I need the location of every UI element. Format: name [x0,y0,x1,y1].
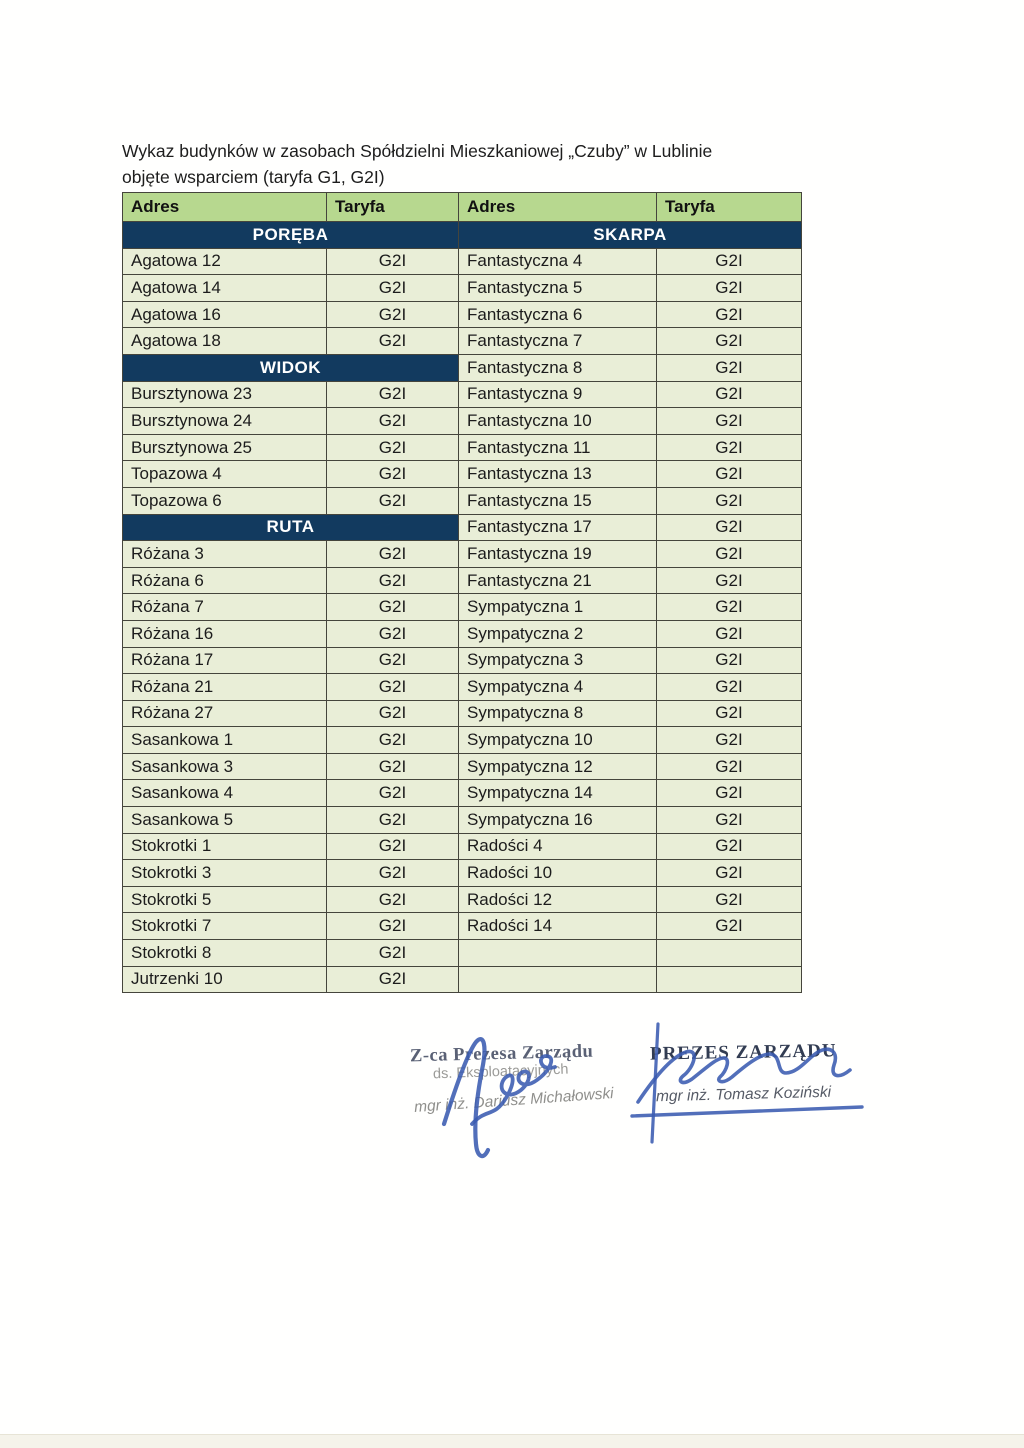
address-cell: Fantastyczna 10 [459,408,657,435]
table-row [123,541,802,568]
table-row [123,860,802,887]
address-cell: Radości 14 [459,913,657,940]
address-cell: Radości 10 [459,860,657,887]
table-row [123,222,802,249]
tariff-cell: G2I [327,753,459,780]
address-cell: Agatowa 18 [123,328,327,355]
address-cell: Radości 4 [459,833,657,860]
tariff-cell: G2I [657,328,802,355]
address-cell: Bursztynowa 23 [123,381,327,408]
tariff-cell: G2I [657,647,802,674]
tariff-cell: G2I [327,833,459,860]
table-row [123,408,802,435]
tariff-cell: G2I [327,461,459,488]
address-cell: Jutrzenki 10 [123,966,327,993]
address-cell: Sympatyczna 16 [459,807,657,834]
tariff-cell [657,940,802,967]
tariff-cell: G2I [657,753,802,780]
table-row [123,381,802,408]
address-cell: Fantastyczna 8 [459,354,657,381]
address-cell: Topazowa 6 [123,487,327,514]
address-cell: Sympatyczna 1 [459,594,657,621]
address-cell: Różana 7 [123,594,327,621]
tariff-cell: G2I [327,248,459,275]
tariff-cell: G2I [327,567,459,594]
address-cell: Stokrotki 1 [123,833,327,860]
address-cell: Różana 6 [123,567,327,594]
address-cell: Fantastyczna 11 [459,434,657,461]
table-row [123,700,802,727]
table-row [123,487,802,514]
address-cell: Agatowa 14 [123,275,327,302]
tariff-cell: G2I [657,913,802,940]
address-cell: Różana 17 [123,647,327,674]
table-row [123,940,802,967]
tariff-cell: G2I [327,434,459,461]
document-title-line2: objęte wsparciem (taryfa G1, G2I) [122,167,385,187]
tariff-cell: G2I [657,674,802,701]
tariff-cell: G2I [657,833,802,860]
table-row [123,647,802,674]
address-cell: Sasankowa 1 [123,727,327,754]
address-cell: Fantastyczna 7 [459,328,657,355]
address-cell: Sasankowa 4 [123,780,327,807]
tariff-cell: G2I [657,620,802,647]
deputy-president-subtitle: ds. Eksploatacyjnych [432,1061,569,1083]
table-row [123,354,802,381]
address-cell: Agatowa 12 [123,248,327,275]
table-row [123,674,802,701]
handwritten-signature-right [628,1022,868,1146]
tariff-cell: G2I [657,461,802,488]
address-cell: Sympatyczna 3 [459,647,657,674]
tariff-cell: G2I [657,301,802,328]
buildings-table [122,192,802,993]
tariff-cell: G2I [327,886,459,913]
tariff-cell: G2I [657,567,802,594]
table-row [123,461,802,488]
address-cell: Sympatyczna 4 [459,674,657,701]
column-header-adres-left: Adres [123,193,327,222]
document-title [122,138,842,190]
tariff-cell: G2I [327,913,459,940]
tariff-cell: G2I [657,700,802,727]
table-row [123,248,802,275]
handwritten-signature-left [428,1028,608,1164]
tariff-cell: G2I [657,514,802,541]
tariff-cell: G2I [327,408,459,435]
address-cell: Sympatyczna 12 [459,753,657,780]
tariff-cell: G2I [657,248,802,275]
address-cell: Fantastyczna 5 [459,275,657,302]
tariff-cell: G2I [327,487,459,514]
address-cell: Fantastyczna 6 [459,301,657,328]
deputy-president-name: mgr inż. Dariusz Michałowski [413,1085,615,1116]
tariff-cell: G2I [327,594,459,621]
address-cell: Bursztynowa 25 [123,434,327,461]
address-cell: Sympatyczna 14 [459,780,657,807]
tariff-cell: G2I [657,541,802,568]
address-cell: Fantastyczna 17 [459,514,657,541]
address-cell: Sympatyczna 8 [459,700,657,727]
tariff-cell: G2I [657,381,802,408]
table-row [123,594,802,621]
deputy-president-title: Z-ca Prezesa Zarządu [409,1041,594,1067]
address-cell [459,966,657,993]
column-header-taryfa-left: Taryfa [327,193,459,222]
table-row [123,913,802,940]
building-table-body [123,222,802,993]
address-cell: Różana 21 [123,674,327,701]
address-cell: Różana 16 [123,620,327,647]
tariff-cell: G2I [657,860,802,887]
address-cell: Fantastyczna 21 [459,567,657,594]
section-header: RUTA [123,514,459,541]
column-header-taryfa-right: Taryfa [657,193,802,222]
table-row [123,620,802,647]
address-cell: Bursztynowa 24 [123,408,327,435]
table-header-row [123,193,802,222]
address-cell: Sympatyczna 10 [459,727,657,754]
table-row [123,328,802,355]
tariff-cell: G2I [657,594,802,621]
tariff-cell: G2I [327,275,459,302]
table-row [123,434,802,461]
address-cell: Stokrotki 5 [123,886,327,913]
tariff-cell: G2I [657,434,802,461]
tariff-cell: G2I [327,940,459,967]
column-header-adres-right: Adres [459,193,657,222]
tariff-cell: G2I [327,860,459,887]
tariff-cell: G2I [327,620,459,647]
tariff-cell: G2I [327,700,459,727]
address-cell: Stokrotki 8 [123,940,327,967]
section-header: WIDOK [123,354,459,381]
address-cell: Fantastyczna 19 [459,541,657,568]
tariff-cell: G2I [657,807,802,834]
tariff-cell: G2I [327,328,459,355]
address-cell: Fantastyczna 15 [459,487,657,514]
table-row [123,780,802,807]
address-cell: Agatowa 16 [123,301,327,328]
address-cell: Różana 3 [123,541,327,568]
page-bottom-band [0,1434,1024,1448]
table-row [123,275,802,302]
president-title: PREZES ZARZĄDU [649,1040,837,1065]
address-cell: Różana 27 [123,700,327,727]
address-cell: Radości 12 [459,886,657,913]
table-row [123,753,802,780]
tariff-cell: G2I [327,727,459,754]
tariff-cell: G2I [657,780,802,807]
president-name: mgr inż. Tomasz Koziński [655,1083,832,1106]
tariff-cell: G2I [327,674,459,701]
address-cell: Topazowa 4 [123,461,327,488]
address-cell: Stokrotki 7 [123,913,327,940]
tariff-cell: G2I [327,780,459,807]
address-cell: Sasankowa 3 [123,753,327,780]
table-row [123,807,802,834]
table-row [123,567,802,594]
table-row [123,966,802,993]
address-cell: Fantastyczna 4 [459,248,657,275]
table-row [123,514,802,541]
document-title-line1: Wykaz budynków w zasobach Spółdzielni Mieszkaniowej „Czuby” w Lublinie [122,141,713,161]
tariff-cell: G2I [327,647,459,674]
tariff-cell: G2I [327,541,459,568]
table-row [123,727,802,754]
tariff-cell: G2I [657,354,802,381]
section-header: SKARPA [459,222,802,249]
tariff-cell: G2I [657,886,802,913]
tariff-cell: G2I [657,275,802,302]
address-cell [459,940,657,967]
address-cell: Sasankowa 5 [123,807,327,834]
tariff-cell: G2I [327,301,459,328]
address-cell: Fantastyczna 9 [459,381,657,408]
table-row [123,886,802,913]
tariff-cell: G2I [327,966,459,993]
table-row [123,833,802,860]
tariff-cell [657,966,802,993]
table-row [123,301,802,328]
tariff-cell: G2I [657,408,802,435]
tariff-cell: G2I [327,807,459,834]
tariff-cell: G2I [657,727,802,754]
section-header: PORĘBA [123,222,459,249]
address-cell: Fantastyczna 13 [459,461,657,488]
tariff-cell: G2I [657,487,802,514]
address-cell: Sympatyczna 2 [459,620,657,647]
address-cell: Stokrotki 3 [123,860,327,887]
tariff-cell: G2I [327,381,459,408]
